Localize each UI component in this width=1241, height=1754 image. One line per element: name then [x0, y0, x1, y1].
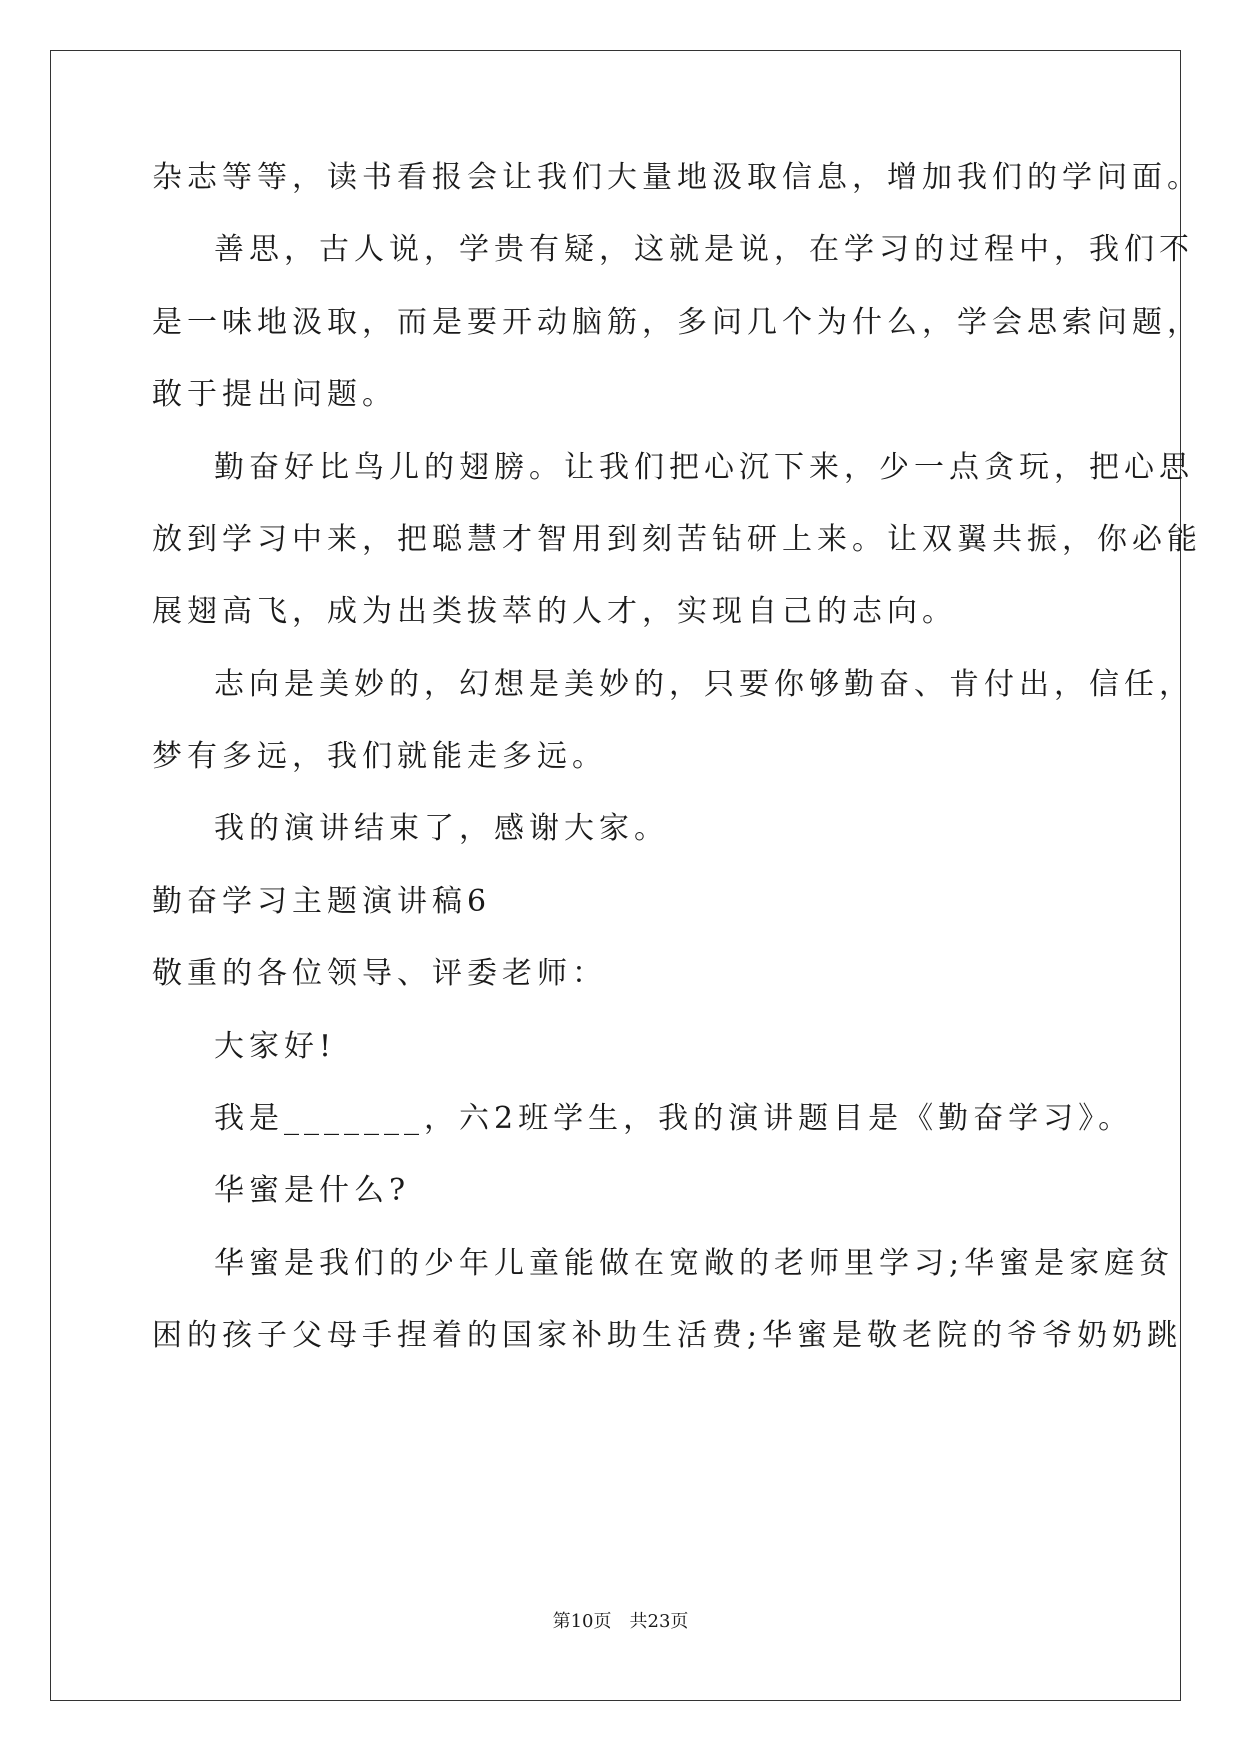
paragraph-line: 华蜜是什么? — [214, 1173, 411, 1208]
text-line: 放到学习中来，把聪慧才智用到刻苦钻研上来。让双翼共振，你必能 — [152, 522, 1202, 557]
page-border — [50, 50, 1181, 1701]
paragraph-line: 华蜜是我们的少年儿童能做在宽敞的老师里学习;华蜜是家庭贫 — [214, 1246, 1175, 1281]
paragraph-line: 我的演讲结束了，感谢大家。 — [214, 811, 669, 846]
text-line: 是一味地汲取，而是要开动脑筋，多问几个为什么，学会思索问题， — [152, 305, 1202, 340]
greeting: 大家好! — [214, 1029, 337, 1064]
page-number: 第10页 共23页 — [552, 1611, 689, 1632]
section-heading: 勤奋学习主题演讲稿6 — [152, 884, 492, 919]
text-line: 敢于提出问题。 — [152, 377, 397, 412]
paragraph-line: 勤奋好比鸟儿的翅膀。让我们把心沉下来，少一点贪玩，把心思 — [214, 450, 1194, 485]
text-line: 困的孩子父母手捏着的国家补助生活费;华蜜是敬老院的爷爷奶奶跳 — [152, 1318, 1183, 1353]
paragraph-line: 善思，古人说，学贵有疑，这就是说，在学习的过程中，我们不 — [214, 232, 1194, 267]
text-line: 展翅高飞，成为出类拔萃的人才，实现自己的志向。 — [152, 594, 957, 629]
salutation: 敬重的各位领导、评委老师： — [152, 956, 607, 991]
paragraph-line: 志向是美妙的，幻想是美妙的，只要你够勤奋、肯付出，信任， — [214, 667, 1194, 702]
paragraph-line: 我是_______，六2班学生，我的演讲题目是《勤奋学习》。 — [214, 1101, 1134, 1136]
text-line: 梦有多远，我们就能走多远。 — [152, 739, 607, 774]
text-line: 杂志等等，读书看报会让我们大量地汲取信息，增加我们的学问面。 — [152, 160, 1202, 195]
